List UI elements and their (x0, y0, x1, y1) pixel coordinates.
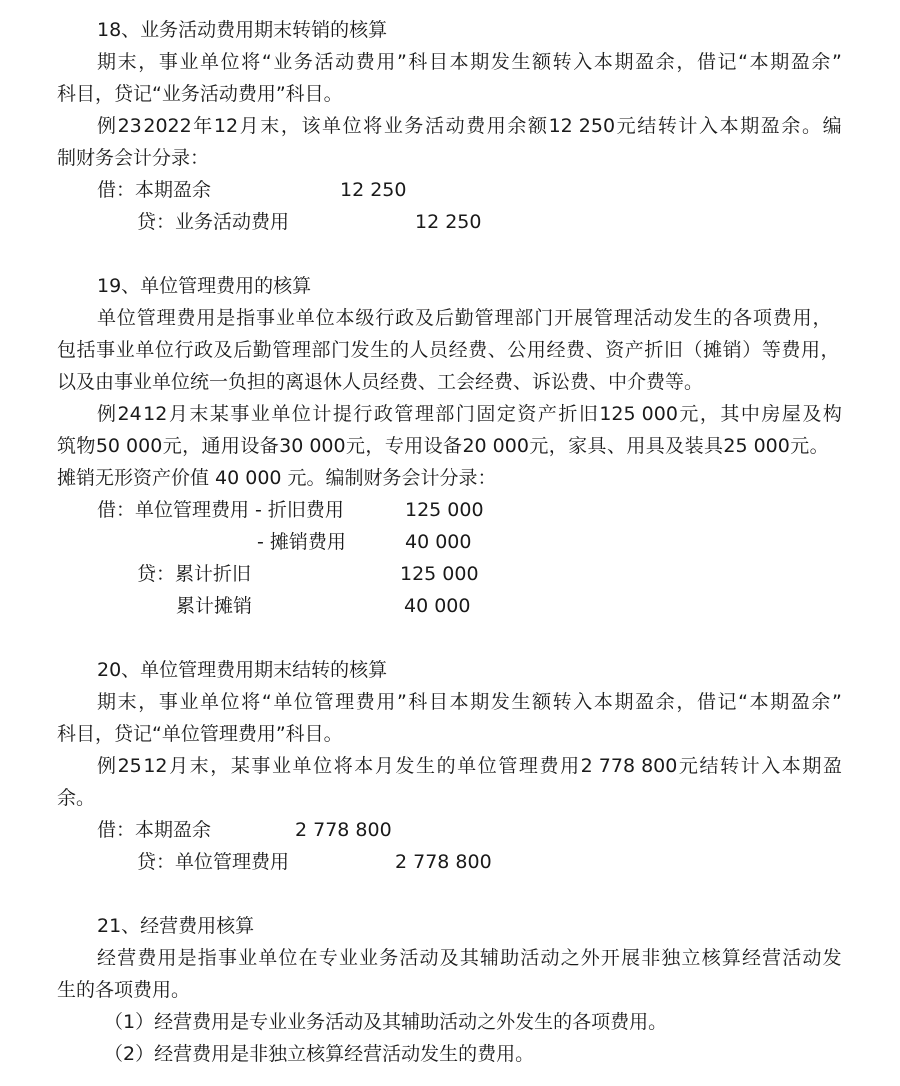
entry-debit-amount: 125 000 (405, 499, 484, 521)
section-21-paragraph-line-1: 经 营 费 用 是 指 事 业 单 位 在 专 业 业 务 活 动 及 其 辅 助 活 动 之 外 开 展 非 独 立 核 算 经 营 活 动 发 (97, 947, 842, 969)
entry-debit-amount: 12 250 (340, 179, 407, 201)
entry-debit-account: 借：本期盈余 (97, 819, 212, 841)
entry-debit-sub-amount: 40 000 (405, 531, 472, 553)
entry-debit-account: 借：单位管理费用 - 折旧费用 (97, 499, 344, 521)
example-24-line-3: 摊销无形资产价值 40 000 元。编制财务会计分录： (57, 467, 497, 489)
entry-credit-amount: 2 778 800 (395, 851, 492, 873)
section-20-heading: 20、单位管理费用期末结转的核算 (97, 659, 388, 681)
entry-debit-sub-account: - 摊销费用 (257, 531, 346, 553)
entry-credit-account: 贷：单位管理费用 (137, 851, 290, 873)
section-20-paragraph-line-1: 期 末 ， 事 业 单 位 将 “ 单 位 管 理 费 用 ” 科 目 本 期 发 生 额 转 入 本 期 盈 余 ， 借 记 “ 本 期 盈 余 ” (97, 691, 842, 713)
entry-credit-amount: 12 250 (415, 211, 482, 233)
section-19-paragraph-line-2: 包 括 事 业 单 位 行 政 及 后 勤 管 理 部 门 发 生 的 人 员 经 费 、 公 用 经 费 、 资 产 折 旧 （ 摊 销 ） 等 费 用 ， (57, 339, 840, 361)
list-item: （2）经营费用是非独立核算经营活动发生的费用。 (104, 1043, 535, 1065)
entry-credit-amount-2: 40 000 (404, 595, 471, 617)
entry-debit-account: 借：本期盈余 (97, 179, 212, 201)
section-21-paragraph-line-2: 生的各项费用。 (57, 979, 191, 1001)
example-23-line-1: 例 23 2022 年 12 月 末 ， 该 单 位 将 业 务 活 动 费 用 余 额 12 250 元 结 转 计 入 本 期 盈 余 。 编 (97, 115, 842, 137)
section-19-heading: 19、单位管理费用的核算 (97, 275, 312, 297)
section-19-paragraph-line-3: 以及由事业单位统一负担的离退休人员经费、工会经费、诉讼费、中介费等。 (57, 371, 704, 393)
entry-debit-amount: 2 778 800 (295, 819, 392, 841)
entry-credit-account-2: 累计摊销 (176, 595, 253, 617)
entry-credit-account: 贷：业务活动费用 (137, 211, 290, 233)
example-24-line-1: 例 24 12 月 末 某 事 业 单 位 计 提 行 政 管 理 部 门 固 定 资 产 折 旧 125 000 元 ， 其 中 房 屋 及 构 (97, 403, 842, 425)
section-21-heading: 21、经营费用核算 (97, 915, 255, 937)
example-24-line-2: 筑 物 50 000 元 ， 通 用 设 备 30 000 元 ， 专 用 设 备 20 000 元 ， 家 具 、 用 具 及 装 具 25 000 元 。 (57, 435, 829, 457)
example-25-line-2: 余。 (57, 787, 96, 809)
entry-credit-account: 贷：累计折旧 (137, 563, 252, 585)
section-18-heading: 18、业务活动费用期末转销的核算 (97, 19, 388, 41)
section-19-paragraph-line-1: 单 位 管 理 费 用 是 指 事 业 单 位 本 级 行 政 及 后 勤 管 理 部 门 开 展 管 理 活 动 发 生 的 各 项 费 用 ， (97, 307, 832, 329)
section-20-paragraph-line-2: 科目，贷记“单位管理费用”科目。 (57, 723, 343, 745)
list-item: （1）经营费用是专业业务活动及其辅助活动之外发生的各项费用。 (104, 1011, 668, 1033)
section-18-paragraph-line-1: 期 末 ， 事 业 单 位 将 “ 业 务 活 动 费 用 ” 科 目 本 期 发 生 额 转 入 本 期 盈 余 ， 借 记 “ 本 期 盈 余 ” (97, 51, 842, 73)
entry-credit-amount: 125 000 (400, 563, 479, 585)
section-18-paragraph-line-2: 科目，贷记“业务活动费用”科目。 (57, 83, 343, 105)
example-25-line-1: 例 25 12 月 末 ， 某 事 业 单 位 将 本 月 发 生 的 单 位 管 理 费 用 2 778 800 元 结 转 计 入 本 期 盈 (97, 755, 842, 777)
example-23-line-2: 制财务会计分录： (57, 147, 210, 169)
